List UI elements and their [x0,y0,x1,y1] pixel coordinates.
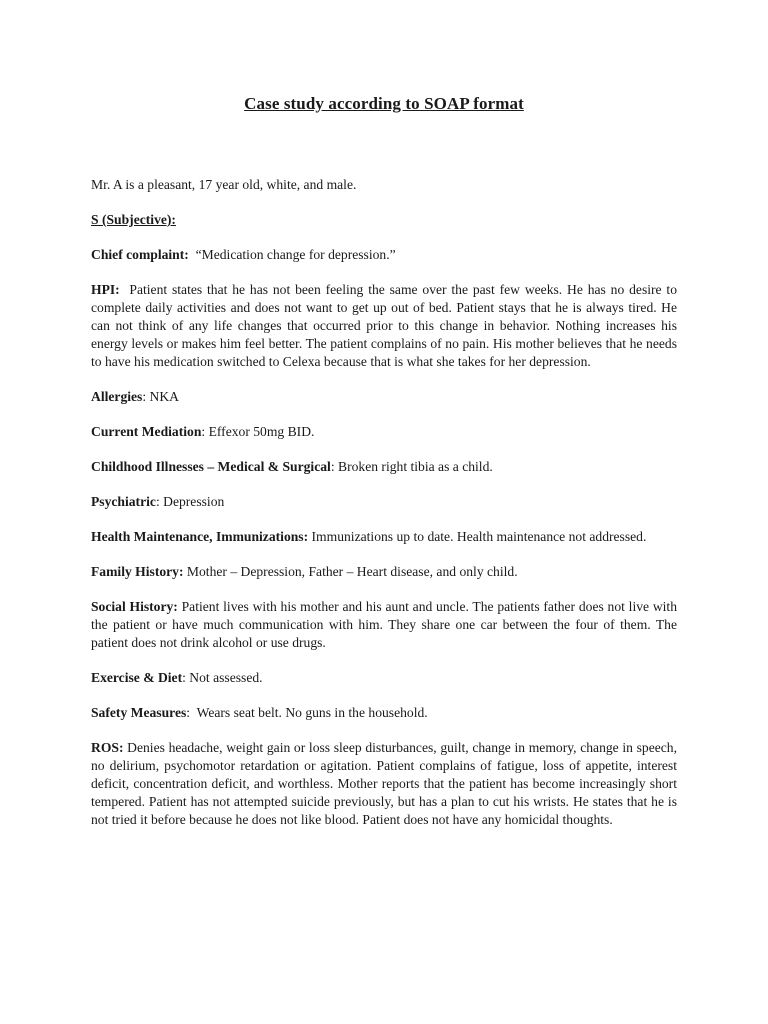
entry-separator: : [182,670,190,685]
entry-label: Psychiatric [91,494,156,509]
entry-health-maintenance [91,528,677,546]
entry-separator: : [201,424,209,439]
entry-text: Depression [163,494,225,509]
entry-text: Immunizations up to date. Health maintenance not addressed. [311,529,647,544]
entry-separator [120,282,130,297]
entry-ros [91,739,677,829]
entry-chief-complaint [91,246,677,264]
entry-text: Mother – Depression, Father – Heart disease, and only child. [186,564,518,579]
entry-text: Denies headache, weight gain or loss sleep disturbances, guilt, change in memory, change in speech, no delirium, psychomotor retardation or agitation. Patient complains of fatigue, loss of appetite, interest deficit, concentration deficit, and worthless. Mother reports that the patient has become increasingly short tempered. Patient has not attempted suicide previously, but has a plan to cut his wrists. He states that he is not tried it before because he does not like blood. Patient does not have any homicidal thoughts. [91,740,677,827]
entry-separator: : [155,494,164,509]
entry-label: Exercise & Diet [91,670,183,685]
entry-label: Allergies [91,389,143,404]
entry-separator: : [186,705,197,720]
entry-childhood-illnesses [91,458,677,476]
entry-hpi [91,281,677,371]
entry-label: Health Maintenance, Immunizations: [91,529,309,544]
section-label: S (Subjective): [91,212,176,227]
entry-label: Family History: [91,564,184,579]
entry-text: Effexor 50mg BID. [208,424,315,439]
entry-text: Patient lives with his mother and his aunt and uncle. The patients father does not live with the patient or have much communication with him. They share one car between the four of them. The patient does not drink alcohol or use drugs. [91,599,677,650]
intro-text: Mr. A is a pleasant, 17 year old, white, and male. [91,177,357,192]
entry-safety-measures [91,704,677,722]
entry-psychiatric [91,493,677,511]
document-title: Case study according to SOAP format [244,94,524,113]
entry-separator: : [330,459,338,474]
entry-exercise-diet [91,669,677,687]
entry-family-history [91,563,677,581]
entry-text: “Medication change for depression.” [195,247,396,262]
entry-current-mediation [91,423,677,441]
entry-text: Wears seat belt. No guns in the household. [196,705,428,720]
entry-text: Not assessed. [189,670,263,685]
document-page [91,94,677,846]
entry-separator: : [142,389,150,404]
entry-label: ROS: [91,740,124,755]
entry-label: HPI: [91,282,120,297]
entry-label: Safety Measures [91,705,187,720]
entry-text: Broken right tibia as a child. [338,459,493,474]
entry-social-history [91,598,677,652]
entry-label: Childhood Illnesses – Medical & Surgical [91,459,331,474]
entry-label: Chief complaint: [91,247,189,262]
entry-text: Patient states that he has not been feeling the same over the past few weeks. He has no desire to complete daily activities and does not want to get up out of bed. Patient stays that he is always tired. He can not think of any life changes that occurred prior to this change in behavior. Nothing increases his energy levels or makes him feel better. The patient complains of no pain. His mother believes that he needs to have his medication switched to Celexa because that is what she takes for her depression. [91,282,677,369]
section-heading-subjective [91,211,677,229]
entry-label: Social History: [91,599,178,614]
entry-allergies [91,388,677,406]
entry-text: NKA [149,389,179,404]
entry-label: Current Mediation [91,424,202,439]
entry-separator [189,247,196,262]
